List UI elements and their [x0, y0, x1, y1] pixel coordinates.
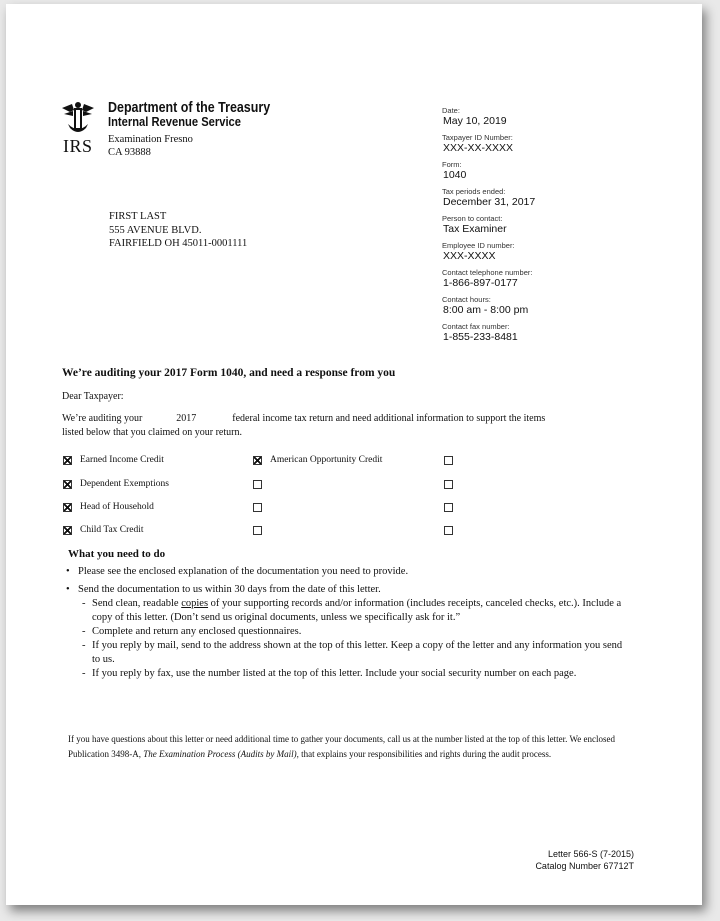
- intro-year: 2017: [176, 413, 197, 424]
- catalog-number: Catalog Number 67712T: [535, 861, 634, 871]
- info-value: Tax Examiner: [443, 223, 507, 235]
- empty-checkbox[interactable]: [444, 480, 453, 489]
- office-line1: Examination Fresno: [108, 134, 193, 145]
- intro-paragraph: [62, 412, 622, 440]
- dependent-exemptions-label: Dependent Exemptions: [80, 479, 169, 489]
- child-tax-credit-checkbox[interactable]: [63, 526, 72, 535]
- salutation: Dear Taxpayer:: [62, 391, 124, 402]
- info-label: Tax periods ended:: [442, 187, 506, 196]
- service-line: Internal Revenue Service: [108, 114, 241, 129]
- info-value: May 10, 2019: [443, 115, 507, 127]
- intro-part2: federal income tax return and need additional information to support the items: [232, 413, 546, 424]
- closing-part1: If you have questions about this letter or need additional time to gather your documents, call us at the number listed at the top of this letter. We enclosed Publication 3498-A,: [68, 734, 615, 759]
- info-label: Person to contact:: [442, 214, 503, 223]
- intro-line2: listed below that you claimed on your return.: [62, 427, 242, 438]
- sub-item-text: Send clean, readable: [92, 598, 179, 609]
- earned-income-label: Earned Income Credit: [80, 455, 164, 465]
- sub-item: - Complete and return any enclosed questionnaires.: [82, 626, 302, 637]
- recipient-street: 555 AVENUE BLVD.: [109, 224, 202, 236]
- empty-checkbox[interactable]: [444, 456, 453, 465]
- info-value: 1040: [443, 169, 467, 181]
- recipient-name: FIRST LAST: [109, 211, 167, 222]
- irs-logo-text: IRS: [63, 136, 93, 156]
- office-address: [108, 134, 193, 159]
- sub-item-text: If you reply by fax, use the number listed at the top of this letter. Include your social security number on each page.: [92, 668, 577, 679]
- letter-page: [6, 4, 702, 905]
- bullet-item: • Please see the enclosed explanation of the documentation you need to provide.: [66, 565, 626, 579]
- info-value: XXX-XXXX: [443, 250, 496, 262]
- office-line2: CA 93888: [108, 146, 151, 158]
- sub-item-text: If you reply by mail, send to the address shown at the top of this letter. Keep a copy of the letter and any information you send to us.: [92, 640, 623, 665]
- empty-checkbox[interactable]: [253, 503, 262, 512]
- recipient-address: [109, 210, 247, 251]
- empty-checkbox[interactable]: [253, 526, 262, 535]
- info-value: December 31, 2017: [443, 196, 536, 208]
- info-label: Form:: [442, 160, 462, 169]
- info-label: Taxpayer ID Number:: [442, 133, 513, 142]
- letter-info-panel: [442, 106, 535, 349]
- sub-item: - If you reply by mail, send to the address shown at the top of this letter. Keep a copy of the letter and any information you send to us.: [82, 640, 623, 665]
- sub-item-text: Complete and return any enclosed questionnaires.: [92, 626, 302, 637]
- info-label: Employee ID number:: [442, 241, 515, 250]
- info-value: 8:00 am - 8:00 pm: [443, 304, 529, 316]
- department-line: Department of the Treasury: [108, 100, 271, 116]
- sub-item: - If you reply by fax, use the number listed at the top of this letter. Include your social security number on each page.: [82, 668, 577, 679]
- sub-item-text: of your supporting records and/or information (includes receipts, canceled checks, etc.). Include a copy of this letter. (Don’t send us original documents, unless we specifically ask for it.”: [92, 598, 622, 623]
- info-value: 1-855-233-8481: [443, 331, 518, 343]
- info-value: 1-866-897-0177: [443, 277, 518, 289]
- child-tax-credit-label: Child Tax Credit: [80, 525, 144, 535]
- intro-part1: We’re auditing your: [62, 413, 143, 424]
- american-opportunity-label: American Opportunity Credit: [270, 455, 383, 465]
- instructions-list: [66, 565, 626, 681]
- letter-number: Letter 566-S (7-2015): [547, 849, 634, 859]
- empty-checkbox[interactable]: [444, 503, 453, 512]
- recipient-city: FAIRFIELD OH 45011-0001111: [109, 238, 248, 249]
- closing-part2: that explains your responsibilities and rights during the audit process.: [301, 749, 552, 759]
- head-of-household-label: Head of Household: [80, 502, 154, 512]
- letter-footer: [526, 848, 634, 872]
- letter-heading: We’re auditing your 2017 Form 1040, and need a response from you: [62, 367, 396, 379]
- empty-checkbox[interactable]: [253, 480, 262, 489]
- what-you-need-heading: What you need to do: [68, 548, 166, 560]
- copies-underlined: copies: [181, 598, 209, 609]
- sub-item: - Send clean, readable copies of your supporting records and/or information (includes receipts, canceled checks, etc.). Include a copy of this letter. (Don’t send us original documents, unless we specifically ask for it.”: [82, 598, 622, 623]
- empty-checkbox[interactable]: [444, 526, 453, 535]
- dependent-exemptions-checkbox[interactable]: [63, 480, 72, 489]
- info-label: Contact hours:: [442, 295, 491, 304]
- info-label: Contact fax number:: [442, 322, 510, 331]
- earned-income-checkbox[interactable]: [63, 456, 72, 465]
- info-label: Date:: [442, 106, 460, 115]
- bullet-item: • Send the documentation to us within 30 days from the date of this letter.: [66, 583, 626, 597]
- american-opportunity-checkbox[interactable]: [253, 456, 262, 465]
- department-name: [108, 101, 270, 129]
- closing-paragraph: [68, 732, 638, 762]
- eagle-icon: [60, 100, 96, 136]
- info-value: XXX-XX-XXXX: [443, 142, 514, 154]
- publication-title: The Examination Process (Audits by Mail),: [143, 749, 299, 759]
- head-of-household-checkbox[interactable]: [63, 503, 72, 512]
- info-label: Contact telephone number:: [442, 268, 533, 277]
